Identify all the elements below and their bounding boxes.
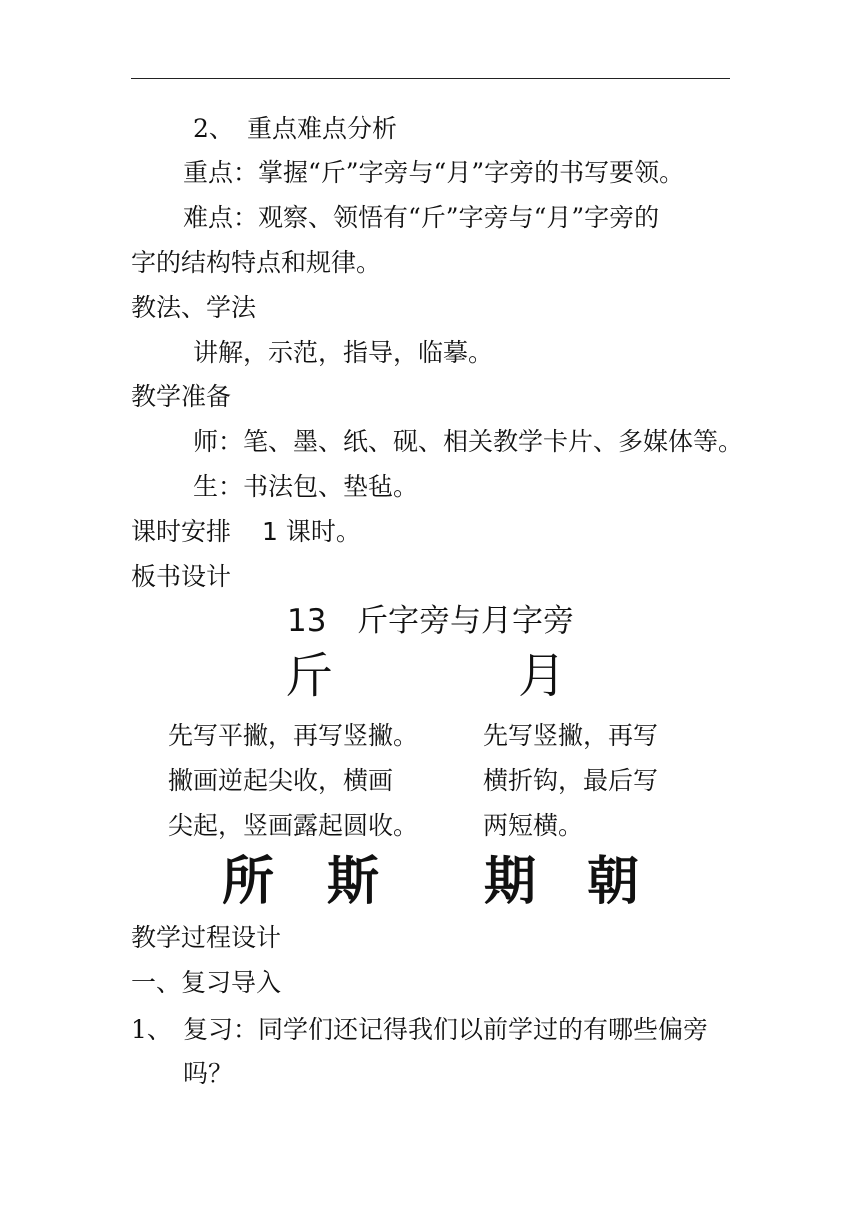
section-title: 重点难点分析	[247, 114, 398, 143]
process-heading: 教学过程设计	[131, 923, 282, 952]
left-note-1: 先写平撇，再写竖撇。	[168, 721, 419, 750]
right-note-2: 横折钩，最后写	[483, 766, 659, 795]
difficulty-line-1: 难点：观察、领悟有“斤”字旁与“月”字旁的	[183, 203, 660, 232]
example-char-1: 所	[222, 851, 275, 912]
example-char-2: 斯	[327, 851, 380, 912]
example-char-3: 期	[484, 851, 537, 912]
preparation-student: 生：书法包、垫毡。	[193, 472, 419, 501]
right-note-3: 两短横。	[483, 811, 584, 840]
preparation-teacher: 师：笔、墨、纸、砚、相关教学卡片、多媒体等。	[193, 427, 744, 456]
right-note-1: 先写竖撇，再写	[483, 721, 659, 750]
example-char-4: 朝	[587, 851, 640, 912]
schedule-label: 课时安排	[131, 517, 232, 546]
methods-content: 讲解，示范，指导，临摹。	[193, 338, 494, 367]
schedule-value: 1 课时。	[262, 517, 361, 546]
item-1-line-1: 复习：同学们还记得我们以前学过的有哪些偏旁	[183, 1015, 709, 1044]
item-1-number: 1、	[131, 1015, 172, 1044]
methods-heading: 教法、学法	[131, 293, 257, 322]
process-part-1: 一、复习导入	[131, 968, 282, 997]
board-title-text: 斤字旁与月字旁	[357, 603, 574, 639]
board-title-number: 13	[287, 603, 327, 639]
preparation-heading: 教学准备	[131, 382, 232, 411]
radical-right: 月	[518, 648, 567, 704]
board-heading: 板书设计	[131, 562, 232, 591]
difficulty-line-2: 字的结构特点和规律。	[131, 248, 382, 277]
item-1-line-2: 吗？	[183, 1059, 234, 1088]
left-note-3: 尖起，竖画露起圆收。	[168, 811, 419, 840]
section-number: 2、	[193, 114, 234, 143]
header-rule	[131, 78, 730, 79]
radical-left: 斤	[285, 648, 334, 704]
key-point: 重点：掌握“斤”字旁与“月”字旁的书写要领。	[183, 158, 685, 187]
left-note-2: 撇画逆起尖收，横画	[168, 766, 394, 795]
